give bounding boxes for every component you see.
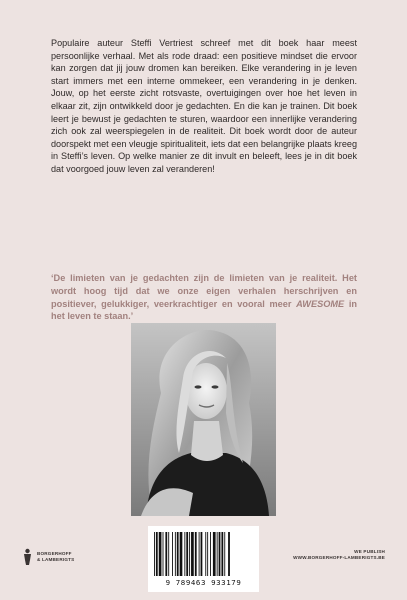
quote-text-start: ‘De limieten van je gedachten zijn de limieten van je realiteit. Het wordt hoog tijd dat we onze eigen verhalen herschrijven en positiever, gelukkiger, veerkrachtiger en vooral meer [51, 273, 357, 309]
publisher-website [293, 549, 385, 561]
website-url: WWW.BORGERHOFF-LAMBERIGTS.BE [293, 554, 385, 560]
author-quote [51, 272, 357, 323]
quote-text-end: in het leven te staan.’ [51, 298, 357, 322]
publisher-figure-icon [22, 548, 33, 566]
isbn-number: 9 789463 933179 [165, 578, 242, 587]
back-cover-blurb: Populaire auteur Steffi Vertriest schreef met dit boek haar meest persoonlijke verhaal. Met als rode draad: een positieve mindset die ervoor kan zorgen dat jij jouw dromen kan bereiken. Elke verandering in je leven start immers met een interne ommekeer, een verandering in je denken. Jouw, op het eerste zicht rotsvaste, overtuigingen over hoe het leven in elkaar zit, zijn ontwikkeld door je gedachten. En die kan je trainen. Dit boek leert je bewust je gedachten te sturen, waardoor een innerlijke verandering zich ook zal weerspiegelen in de realiteit. Dit boek wordt door de auteur doorspekt met een vleugje spiritualiteit, iets dat een belangrijke plaats kreeg in Steffi’s leven. Op welke manier ze dit invult en beleeft, lees je in dit boek dat voorgoed jouw leven zal veranderen! [51, 38, 357, 174]
barcode-panel [148, 526, 259, 592]
we-publish-label: WE PUBLISH [354, 549, 385, 554]
barcode-icon [154, 532, 253, 576]
publisher-logo [22, 548, 74, 566]
publisher-name-line1: BORGERHOFF [37, 551, 72, 557]
author-photo [131, 323, 276, 516]
publisher-name-line2: & LAMBERIGTS [37, 557, 75, 562]
quote-emphasis: AWESOME [296, 298, 345, 309]
